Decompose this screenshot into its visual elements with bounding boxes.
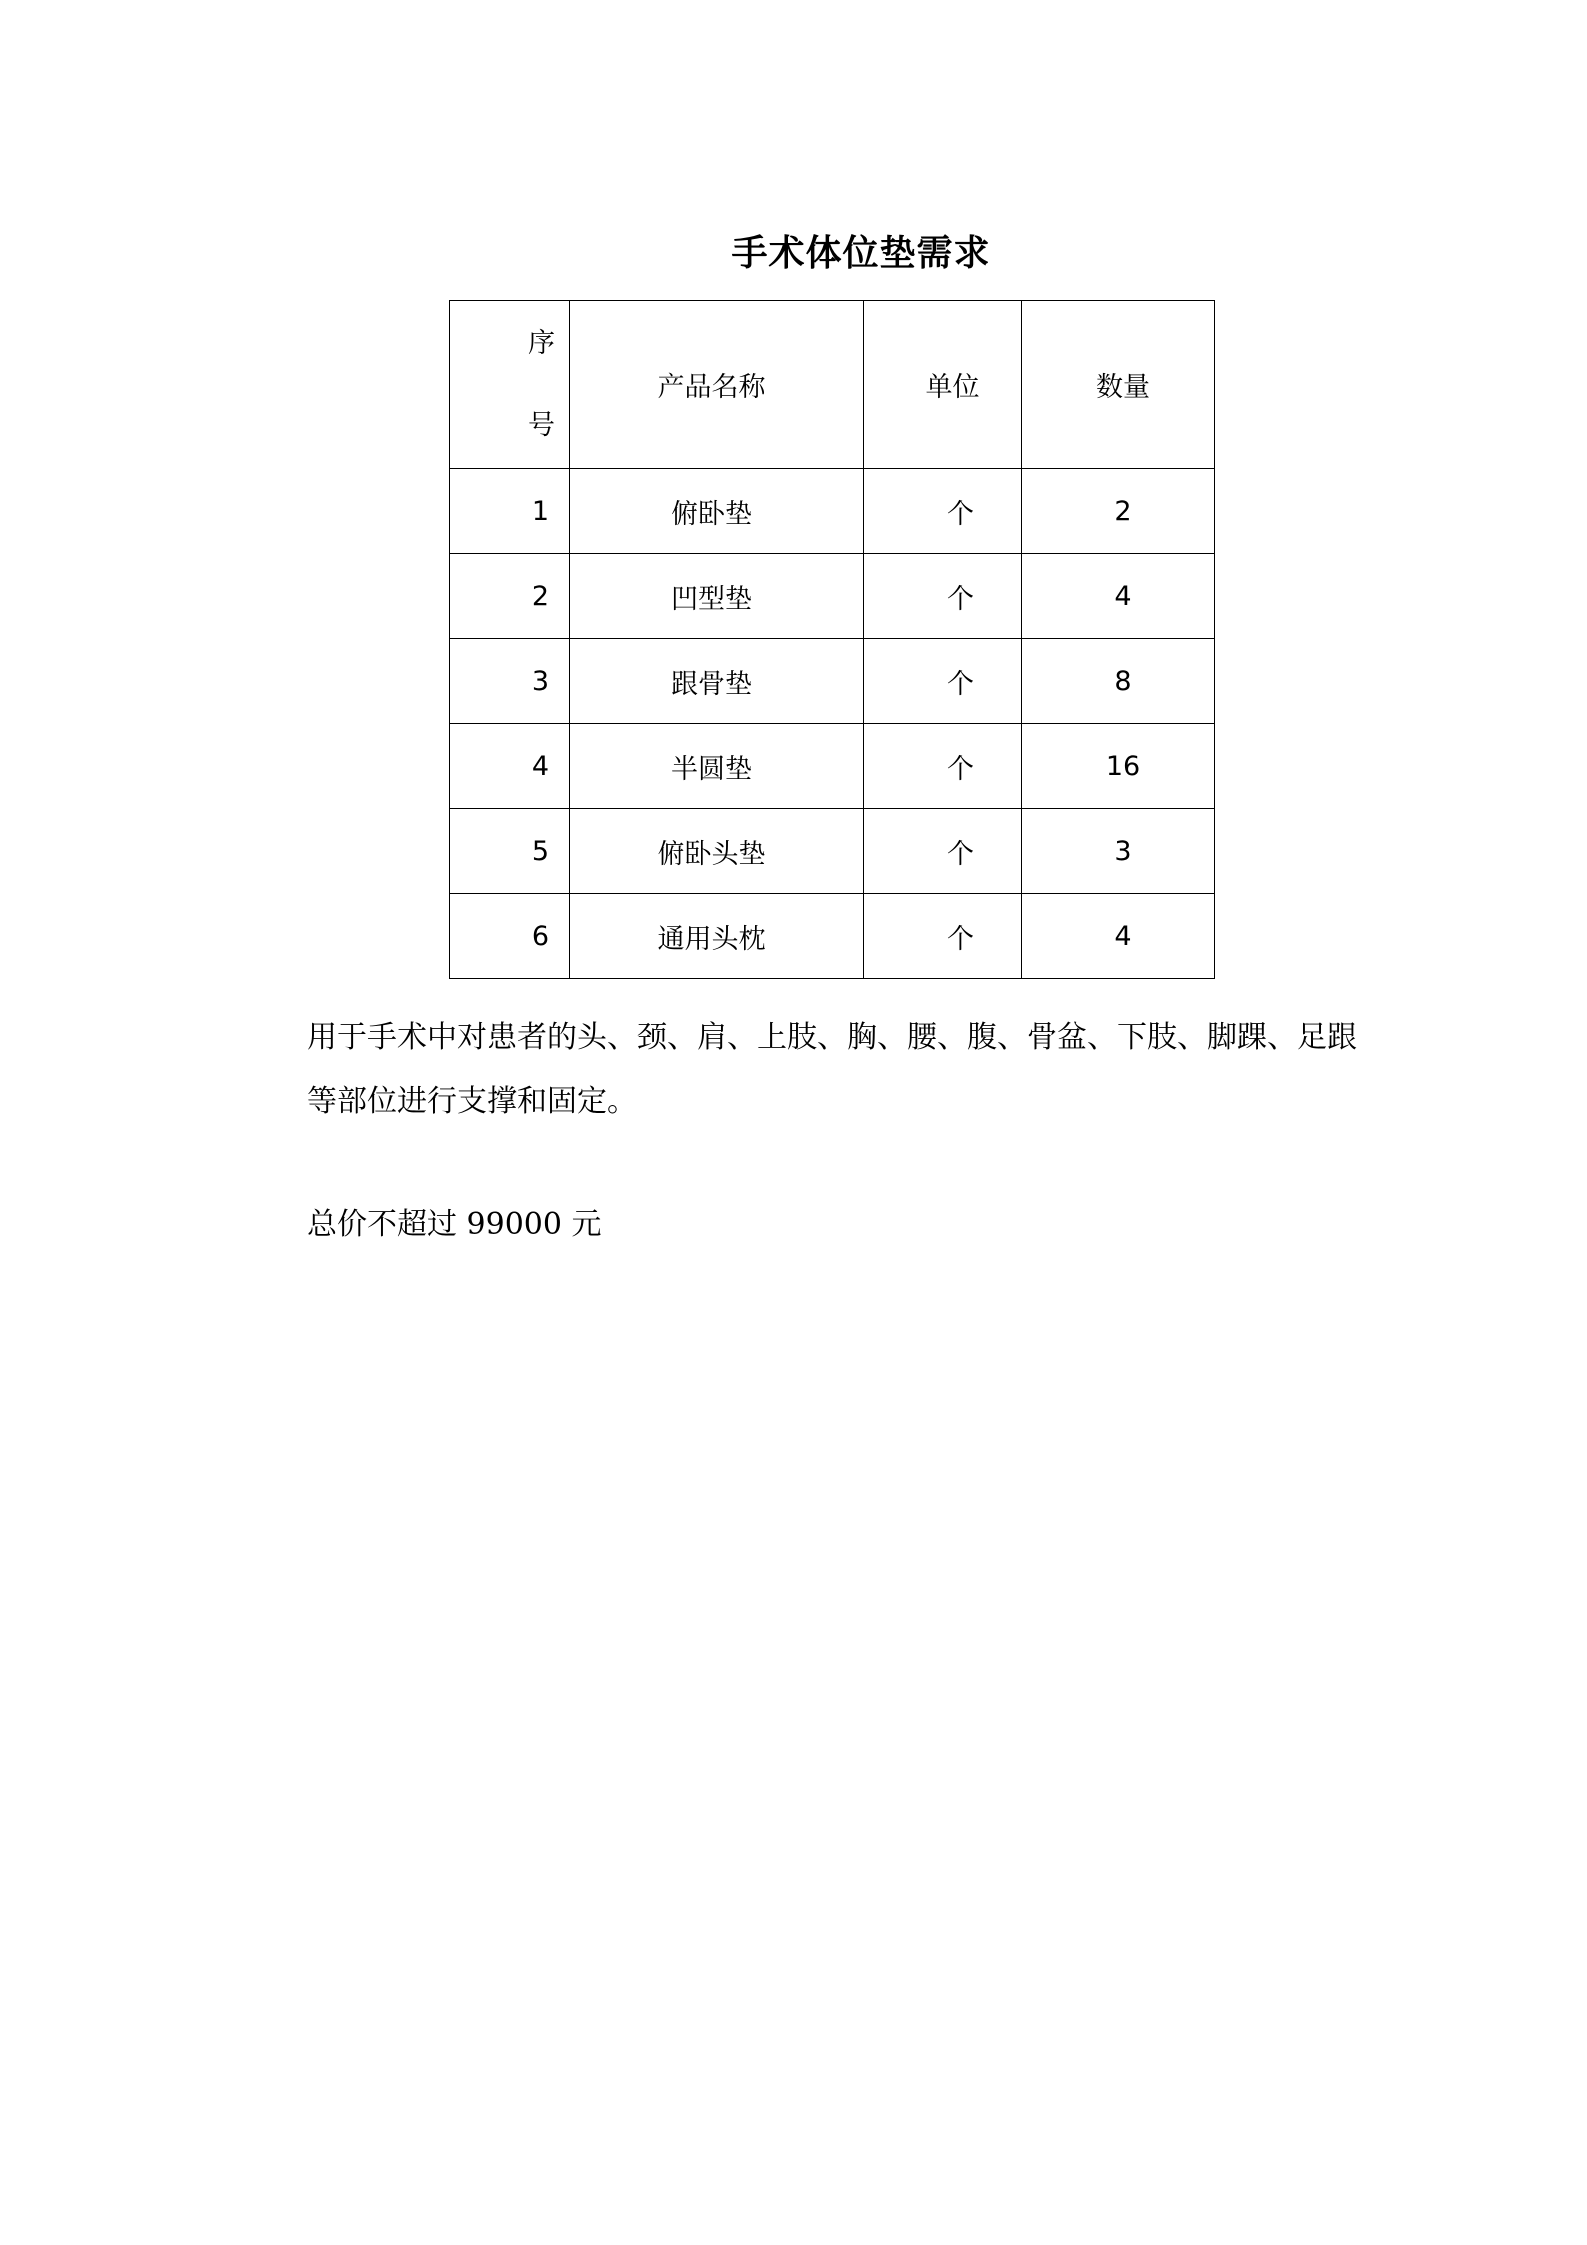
header-product-name: 产品名称 (570, 301, 864, 469)
table-row (450, 554, 1215, 639)
cell-quantity: 2 (1022, 469, 1215, 554)
cell-serial-number: 3 (450, 639, 570, 724)
cell-quantity: 4 (1022, 894, 1215, 979)
cell-unit: 个 (864, 639, 1022, 724)
cell-product-name: 凹型垫 (570, 554, 864, 639)
cell-product-name: 跟骨垫 (570, 639, 864, 724)
cell-quantity: 4 (1022, 554, 1215, 639)
cell-product-name: 俯卧垫 (570, 469, 864, 554)
cell-product-name: 半圆垫 (570, 724, 864, 809)
description-paragraph: 用于手术中对患者的头、颈、肩、上肢、胸、腰、腹、骨盆、下肢、脚踝、足跟等部位进行支撑和固定。 (307, 1020, 1357, 1119)
cell-serial-number: 6 (450, 894, 570, 979)
table-row (450, 809, 1215, 894)
header-serial-number: 序 号 (450, 301, 570, 469)
cell-unit: 个 (864, 554, 1022, 639)
cell-unit: 个 (864, 809, 1022, 894)
table-row (450, 724, 1215, 809)
page-title: 手术体位垫需求 (731, 233, 991, 274)
cell-serial-number: 1 (450, 469, 570, 554)
cell-serial-number: 2 (450, 554, 570, 639)
cell-product-name: 通用头枕 (570, 894, 864, 979)
table-header-row (450, 301, 1215, 469)
cell-unit: 个 (864, 469, 1022, 554)
table-row (450, 894, 1215, 979)
cell-quantity: 16 (1022, 724, 1215, 809)
price-note: 总价不超过 99000 元 (307, 1207, 602, 1242)
header-quantity: 数量 (1022, 301, 1215, 469)
cell-unit: 个 (864, 894, 1022, 979)
cell-unit: 个 (864, 724, 1022, 809)
cell-serial-number: 4 (450, 724, 570, 809)
cell-product-name: 俯卧头垫 (570, 809, 864, 894)
cell-quantity: 8 (1022, 639, 1215, 724)
table-row (450, 469, 1215, 554)
cell-serial-number: 5 (450, 809, 570, 894)
header-unit: 单位 (864, 301, 1022, 469)
table-row (450, 639, 1215, 724)
requirements-table (449, 300, 1215, 979)
cell-quantity: 3 (1022, 809, 1215, 894)
